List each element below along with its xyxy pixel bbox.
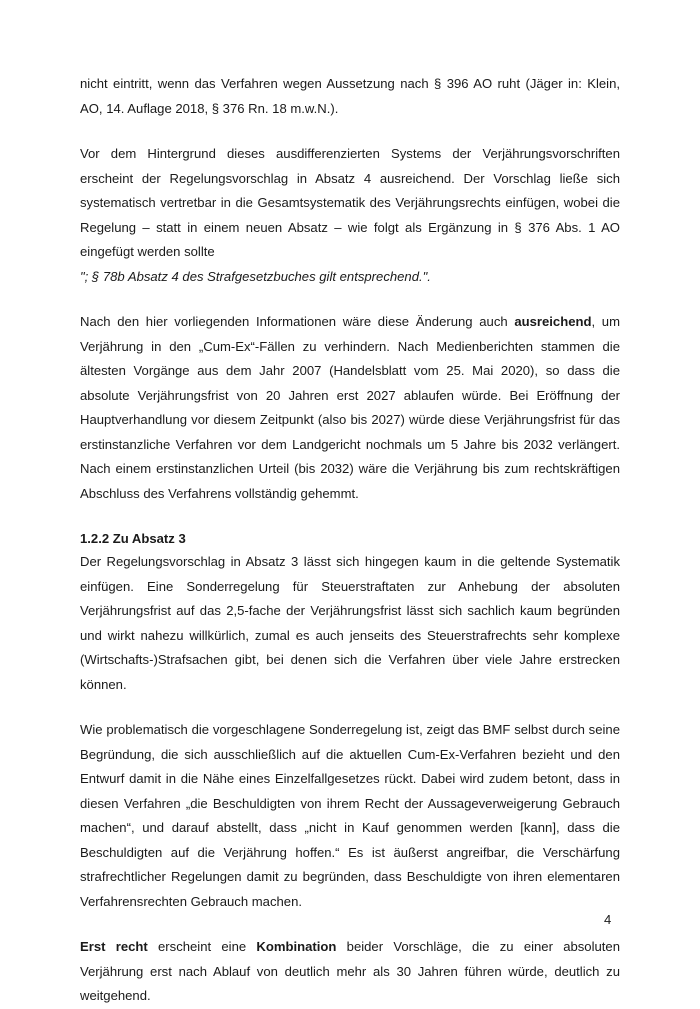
- document-body: [80, 72, 620, 1009]
- paragraph-6: [80, 935, 620, 1009]
- paragraph-3-text-a: Nach den hier vorliegenden Informationen wäre diese Änderung auch: [80, 314, 515, 329]
- paragraph-6-text-b: beider Vorschläge, die zu einer absoluten Verjährung erst nach Ablauf von deutlich mehr als 30 Jahren führen würde, deutlich zu weitgehend.: [80, 939, 620, 1003]
- paragraph-6-text-a: erscheint eine: [147, 939, 257, 954]
- paragraph-4: Der Regelungsvorschlag in Absatz 3 lässt sich hingegen kaum in die geltende Systematik einfügen. Eine Sonderregelung für Steuerstraftaten zur Anhebung der absoluten Verjährungsfrist auf das 2,5-fache der Verjährungsfrist lässt sich sachlich kaum begründen und wirkt nahezu willkürlich, zumal es auch jenseits des Steuerstrafrechts sehr komplexe (Wirtschafts-)Strafsachen gibt, bei denen sich die Verfahren über viele Jahre erstrecken können.: [80, 554, 620, 692]
- section-heading: 1.2.2 Zu Absatz 3: [80, 531, 186, 546]
- bold-erst-recht: Erst recht: [80, 939, 148, 954]
- bold-ausreichend: ausreichend: [514, 314, 592, 329]
- paragraph-1: nicht eintritt, wenn das Verfahren wegen Aussetzung nach § 396 AO ruht (Jäger in: Klein, AO, 14. Auflage 2018, § 376 Rn. 18 m.w.N.).: [80, 76, 620, 116]
- paragraph-3: [80, 310, 620, 506]
- paragraph-2-text: Vor dem Hintergrund dieses ausdifferenzierten Systems der Verjährungsvorschriften erscheint der Regelungsvorschlag in Absatz 4 ausreichend. Der Vorschlag ließe sich systematisch vertretbar in die Gesamtsystematik des Verjährungsrechts einfügen, wobei die Regelung – statt in einem neuen Absatz – wie folgt als Ergänzung in § 376 Abs. 1 AO eingefügt werden sollte: [80, 146, 620, 259]
- bold-kombination: Kombination: [256, 939, 337, 954]
- paragraph-3-text-b: , um Verjährung in den „Cum-Ex“-Fällen zu verhindern. Nach Medienberichten stammen die ältesten Vorgänge aus dem Jahr 2007 (Handelsblatt vom 25. Mai 2020), so dass die absolute Verjährungsfrist von 20 Jahren erst 2027 ablaufen würde. Bei Eröffnung der Hauptverhandlung vor diesem Zeitpunkt (also bis 2027) würde diese Verjährungsfrist für das erstinstanzliche Verfahren vor dem Landgericht nochmals um 5 Jahre bis 2032 verlängert. Nach einem erstinstanzlichen Urteil (bis 2032) wäre die Verjährung bis zum rechtskräftigen Abschluss des Verfahrens vollständig gehemmt.: [80, 314, 620, 501]
- legal-quote: "; § 78b Absatz 4 des Strafgesetzbuches gilt entsprechend.".: [80, 268, 431, 284]
- paragraph-5: Wie problematisch die vorgeschlagene Sonderregelung ist, zeigt das BMF selbst durch seine Begründung, die sich ausschließlich auf die aktuellen Cum-Ex-Verfahren bezieht und den Entwurf damit in die Nähe eines Einzelfallgesetzes rückt. Dabei wird zudem betont, dass in diesen Verfahren „die Beschuldigten von ihrem Recht der Aussageverweigerung Gebrauch machen“, und darauf abstellt, dass „nicht in Kauf genommen werden [kann], dass die Beschuldigten auf die Verjährung hoffen.“ Es ist äußerst angreifbar, die Verschärfung strafrechtlicher Regelungen damit zu begründen, dass Beschuldigte von ihren elementaren Verfahrensrechten Gebrauch machen.: [80, 722, 620, 909]
- page-number: 4: [604, 912, 612, 927]
- paragraph-2: [80, 142, 620, 289]
